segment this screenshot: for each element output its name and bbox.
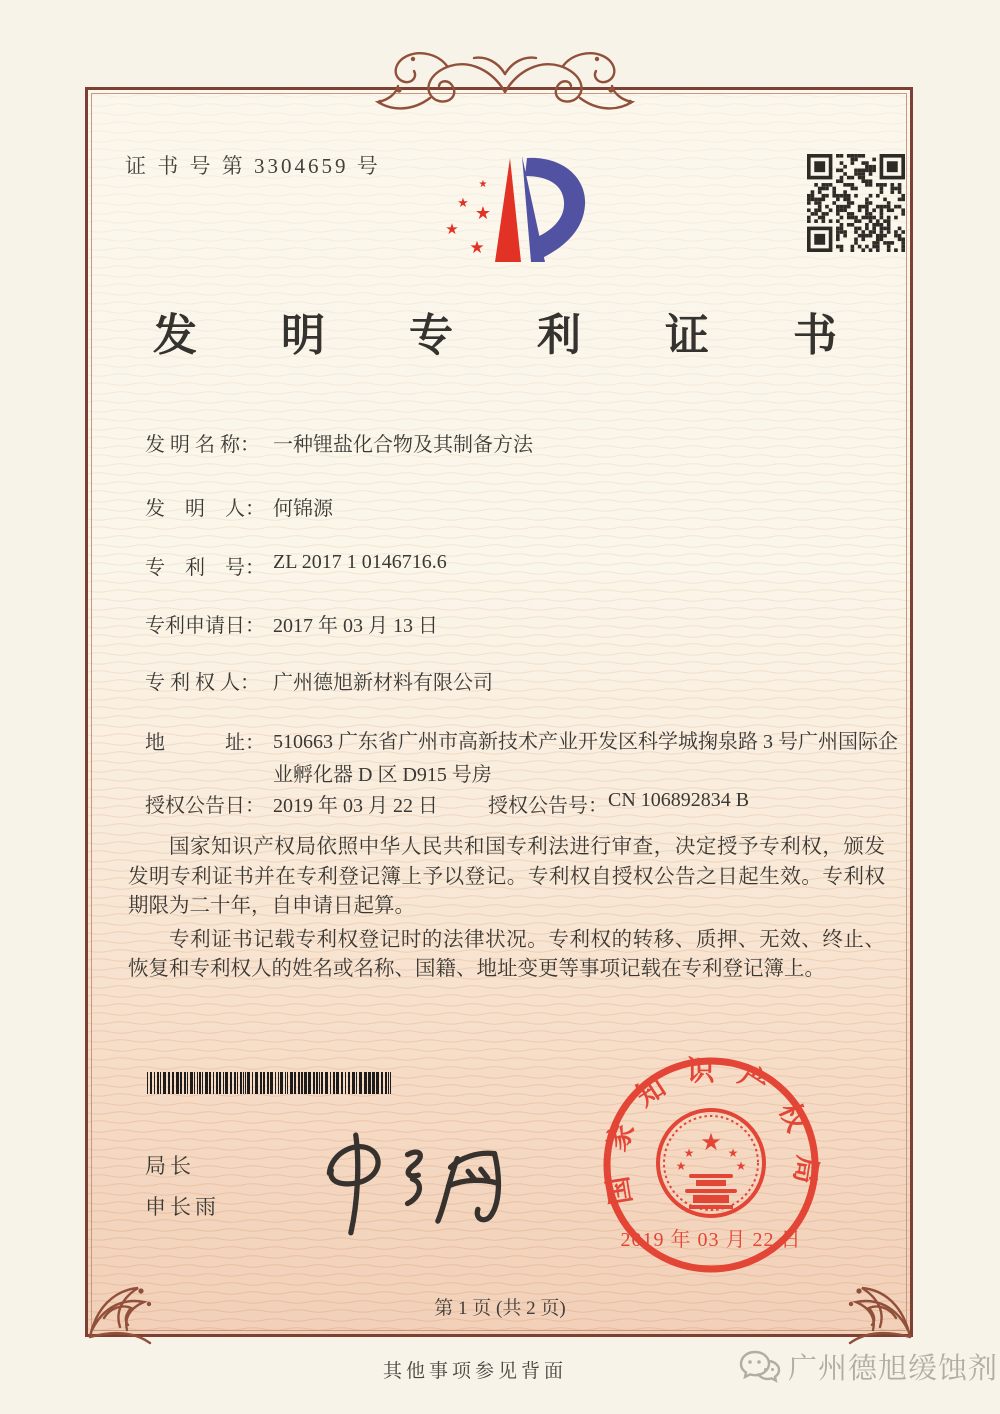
field-grant-number <box>488 789 749 818</box>
field-value: 2019 年 03 月 22 日 <box>273 795 438 817</box>
wechat-icon <box>738 1348 782 1386</box>
field-filing-date <box>145 609 438 638</box>
field-grant-date <box>145 789 438 818</box>
svg-text:★: ★ <box>474 203 492 224</box>
patent-office-logo <box>435 150 595 272</box>
field-patent-number <box>145 551 447 580</box>
svg-text:★: ★ <box>727 1146 739 1160</box>
legal-paragraph-1: 国家知识产权局依照中华人民共和国专利法进行审查，决定授予专利权，颁发发明专利证书并在专利登记簿上予以登记。专利权自授权公告之日起生效。专利权期限为二十年，自申请日起算。 <box>128 836 885 917</box>
logo-stars <box>445 179 491 258</box>
seal-agency-text: 国家知识产权局 <box>599 1056 823 1207</box>
svg-text:★: ★ <box>457 196 469 211</box>
signature <box>302 1122 517 1240</box>
field-value: 2017 年 03 月 13 日 <box>273 615 438 637</box>
svg-text:★: ★ <box>675 1159 687 1173</box>
field-label: 专利申请日： <box>145 615 265 637</box>
page-number: 第 1 页 (共 2 页) <box>434 1298 566 1319</box>
field-address <box>145 726 901 792</box>
svg-text:★: ★ <box>445 220 459 238</box>
legal-paragraph-2: 专利证书记载专利权登记时的法律状况。专利权的转移、质押、无效、终止、恢复和专利权人的姓名或名称、国籍、地址变更等事项记载在专利登记簿上。 <box>128 928 885 980</box>
logo-red-cone <box>495 158 521 262</box>
field-label: 发 明 人： <box>145 498 265 520</box>
national-emblem <box>658 1110 764 1216</box>
signer-name: 申长雨 <box>145 1195 220 1219</box>
official-seal <box>596 1050 826 1280</box>
field-invention-name <box>145 428 533 457</box>
svg-text:★: ★ <box>683 1146 695 1160</box>
signer-title: 局长 <box>145 1154 195 1178</box>
source-watermark <box>738 1346 998 1387</box>
field-inventor <box>145 492 333 521</box>
field-label: 地 址： <box>145 732 265 754</box>
svg-text:★: ★ <box>735 1159 747 1173</box>
barcode <box>147 1072 395 1094</box>
field-value: 510663 广东省广州市高新技术产业开发区科学城掬泉路 3 号广州国际企业孵化器 D 区 D915 号房 <box>273 731 898 786</box>
field-label: 专 利 号： <box>145 557 265 579</box>
field-value: 一种锂盐化合物及其制备方法 <box>273 434 533 456</box>
field-value: ZL 2017 1 0146716.6 <box>273 551 447 573</box>
field-label: 授权公告号： <box>488 795 608 817</box>
legal-text <box>128 833 885 989</box>
field-patentee <box>145 666 493 695</box>
back-note: 其他事项参见背面 <box>383 1361 568 1382</box>
qr-code <box>807 154 905 252</box>
field-value: 何锦源 <box>273 498 333 520</box>
watermark-text: 广州德旭缓蚀剂 <box>788 1353 999 1385</box>
field-label: 发 明 名 称： <box>145 434 260 456</box>
field-value: 广州德旭新材料有限公司 <box>273 672 493 694</box>
certificate-title: 发 明 专 利 证 书 <box>153 311 847 360</box>
seal-date: 2019 年 03 月 22 日 <box>620 1229 802 1251</box>
certificate-number: 证 书 号 第 3304659 号 <box>125 154 381 178</box>
field-label: 专 利 权 人： <box>145 672 260 694</box>
svg-text:★: ★ <box>478 179 488 190</box>
field-value: CN 106892834 B <box>608 789 750 811</box>
field-label: 授权公告日： <box>145 795 265 817</box>
svg-text:★: ★ <box>469 238 485 258</box>
svg-text:★: ★ <box>700 1128 722 1156</box>
